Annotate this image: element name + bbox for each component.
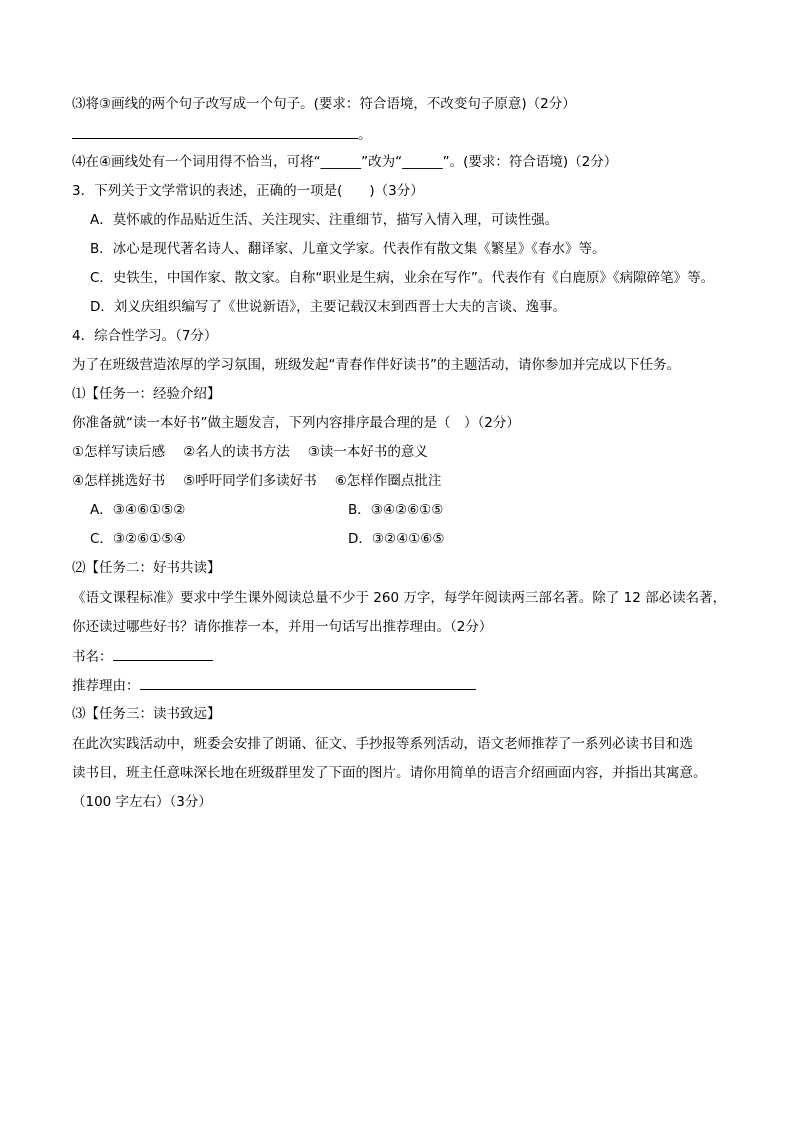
option-4a: A．③④⑥①⑤② (90, 502, 186, 518)
book-name-label: 书名： (72, 649, 113, 665)
reason-blank[interactable] (140, 675, 476, 690)
book-name-blank[interactable] (113, 646, 213, 661)
task-3-paragraph-3: （100 字左右）（3分） (72, 794, 212, 810)
items-row-1 (72, 442, 428, 462)
reason-row (72, 675, 476, 696)
option-4c: C．③②⑥①⑤④ (90, 531, 186, 547)
book-name-row (72, 646, 213, 667)
task-2-heading: ⑵【任务二：好书共读】 (72, 560, 221, 576)
task-1-heading: ⑴【任务一：经验介绍】 (72, 386, 221, 402)
item-2: ②名人的读书方法 (183, 444, 290, 460)
option-3a: A．莫怀戚的作品贴近生活、关注现实、注重细节，描写入情入理，可读性强。 (90, 212, 559, 228)
item-6: ⑥怎样作圈点批注 (334, 473, 442, 489)
period-mark: 。 (358, 127, 372, 143)
task-3-heading: ⑶【任务三：读书致远】 (72, 706, 221, 722)
option-4b: B．③④②⑥①⑤ (348, 502, 444, 518)
question-3-3: ⑶将③画线的两个句子改写成一个句子。(要求：符合语境，不改变句子原意)（2分） (72, 96, 576, 112)
option-4d: D．③②④①⑥⑤ (348, 531, 445, 547)
task-2-paragraph-2: 你还读过哪些好书？请你推荐一本，并用一句话写出推荐理由。（2分） (72, 619, 493, 635)
task-3-paragraph-2: 读书目，班主任意味深长地在班级群里发了下面的图片。请你用简单的语言介绍画面内容，并指出其寓意。 (72, 765, 707, 781)
task-1-question: 你准备就“读一本好书”做主题发言，下列内容排序最合理的是（ ）（2分） (72, 415, 520, 431)
item-1: ①怎样写读后感 (72, 444, 166, 460)
task-2-paragraph-1: 《语文课程标准》要求中学生课外阅读总量不少于 260 万字，每学年阅读两三部名著。除了 12 部必读名著， (72, 590, 727, 606)
options-row-cd (90, 529, 710, 549)
option-3d: D．刘义庆组织编写了《世说新语》，主要记载汉末到西晋士大夫的言谈、逸事。 (90, 299, 567, 315)
question-4: 4．综合性学习。（7分） (72, 328, 218, 344)
question-3: 3．下列关于文学常识的表述，正确的一项是( )（3分） (72, 183, 424, 199)
item-3: ③读一本好书的意义 (307, 444, 428, 460)
item-5: ⑤呼吁同学们多读好书 (183, 473, 317, 489)
option-3b: B．冰心是现代著名诗人、翻译家、儿童文学家。代表作有散文集《繁星》《春水》等。 (90, 241, 606, 257)
items-row-2 (72, 471, 441, 491)
option-3c: C．史铁生，中国作家、散文家。自称“职业是生病，业余在写作”。代表作有《白鹿原》《病隙碎笔》等。 (90, 270, 715, 286)
question-3-4: ⑷在④画线处有一个词用得不恰当，可将“______”改为“______”。(要求：符合语境)（2分） (72, 154, 618, 170)
reason-label: 推荐理由： (72, 678, 140, 694)
answer-line-3-3 (72, 124, 372, 145)
answer-blank[interactable] (72, 124, 358, 139)
options-row-ab (90, 500, 710, 520)
question-4-intro: 为了在班级营造浓厚的学习氛围，班级发起“青春作伴好读书”的主题活动，请你参加并完成以下任务。 (72, 357, 680, 373)
task-3-paragraph-1: 在此次实践活动中，班委会安排了朗诵、征文、手抄报等系列活动，语文老师推荐了一系列必读书目和选 (72, 736, 693, 752)
item-4: ④怎样挑选好书 (72, 473, 166, 489)
